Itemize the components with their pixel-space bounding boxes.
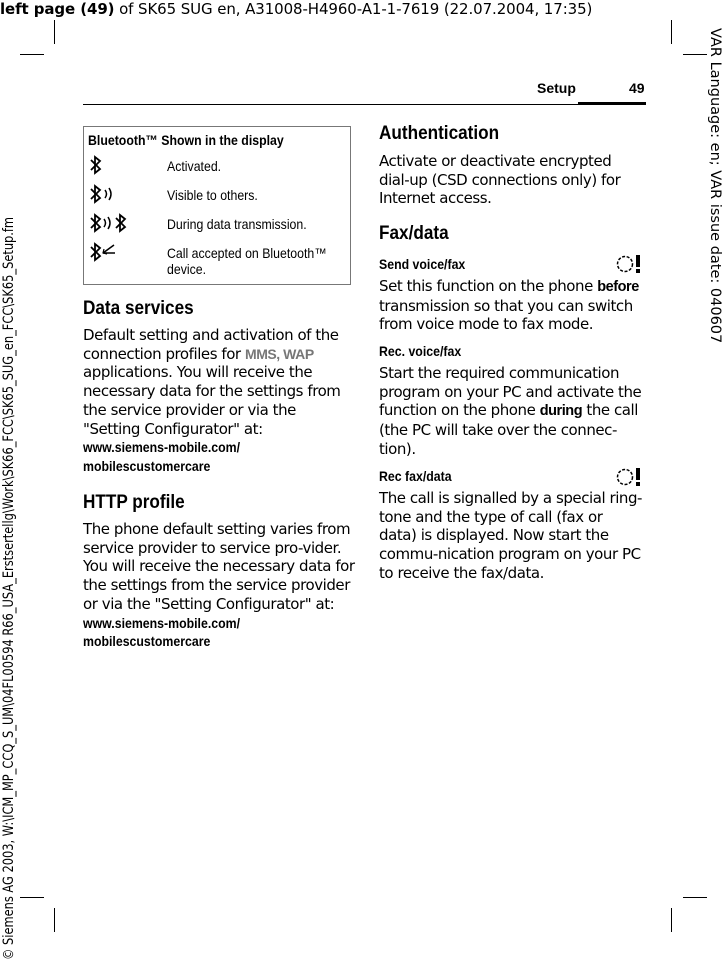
row-text: During data transmission. [167, 216, 307, 232]
send-emph: before [597, 279, 639, 295]
data-services-text-b: applications. You will receive the necessary data for the settings from the service provider or via the "Setting Configurator" at: [83, 363, 341, 438]
subsection-send-voice-fax: Send voice/fax [379, 256, 466, 272]
crop-mark [683, 897, 707, 898]
authentication-text: Activate or deactivate encrypted dial-up (CSD connections only) for Internet access. [379, 152, 621, 208]
left-meta: © Siemens AG 2003, W:\ICM_MP_CCQ_S_UM\04FL00594 R66_USA_Erstsertellg\Work\SK66_FCC\SK65_SUG_en_FCC\SK65_Setup.fm [1, 216, 17, 960]
subsection-rec-fax-data: Rec fax/data [379, 468, 452, 484]
row-text: device. [167, 261, 207, 277]
rec-voice-text-b: the call (the PC will take over the connec-tion). [379, 401, 638, 458]
bluetooth-status-table [83, 126, 351, 285]
data-services-keywords: MMS, WAP [244, 345, 314, 362]
link-siemens-url[interactable]: www.siemens-mobile.com/ [83, 614, 241, 631]
http-profile-body [83, 520, 355, 651]
section-title-authentication: Authentication [379, 122, 500, 144]
provider-dependent-icon [616, 466, 654, 488]
send-text-a: Set this function on the phone [379, 277, 598, 295]
crop-mark [671, 20, 672, 44]
crop-mark [683, 54, 707, 55]
section-title-fax-data: Fax/data [379, 222, 449, 244]
page-header-title: Setup [537, 80, 576, 96]
bluetooth-transfer-icon [88, 213, 132, 237]
row-text: Activated. [167, 158, 222, 174]
data-services-body [83, 326, 355, 476]
header-rule [83, 104, 646, 105]
provider-dependent-icon [616, 253, 654, 275]
crop-mark [20, 54, 44, 55]
bluetooth-icon [88, 155, 104, 179]
rec-voice-fax-text [379, 364, 643, 459]
send-voice-fax-text [379, 277, 643, 334]
send-text-b: transmission so that you can switch from voice mode to fax mode. [379, 296, 633, 334]
section-title-data-services: Data services [83, 297, 194, 319]
page-number: 49 [629, 80, 645, 96]
crop-mark [671, 908, 672, 932]
print-meta-rest: of SK65 SUG en, A31008-H4960-A1-1-7619 (22.07.2004, 17:35) [114, 0, 593, 18]
crop-mark [54, 20, 55, 44]
bluetooth-visible-icon [88, 184, 124, 208]
http-profile-text: The phone default setting varies from service provider to service pro-vider. You will receive the necessary data for the settings from the service provider or via the "Setting Configurator" at: [83, 520, 355, 613]
table-header: Bluetooth™ Shown in the display [88, 132, 284, 148]
right-meta: VAR Language: en; VAR issue date: 040607 [707, 28, 723, 344]
link-customercare[interactable]: mobilescustomercare [83, 633, 211, 650]
row-text: Call accepted on Bluetooth™ [167, 245, 327, 261]
crop-mark [54, 908, 55, 932]
header-rule-thick [578, 102, 646, 105]
print-meta-bold: left page (49) [0, 0, 115, 18]
row-text: Visible to others. [167, 187, 258, 203]
rec-voice-text-a: Start the required communication program on your PC and activate the function on the phone [379, 364, 642, 420]
link-siemens-url[interactable]: www.siemens-mobile.com/ [83, 439, 241, 456]
print-meta-line [0, 0, 592, 18]
link-customercare[interactable]: mobilescustomercare [83, 457, 211, 474]
bluetooth-call-icon [88, 242, 118, 268]
crop-mark [20, 897, 44, 898]
rec-fax-data-text: The call is signalled by a special ring-tone and the type of call (fax or data) is displayed. Now start the commu-nication program on your PC to receive the fax/data. [379, 489, 643, 582]
rec-voice-emph: during [539, 403, 583, 420]
subsection-rec-voice-fax: Rec. voice/fax [379, 343, 462, 359]
data-services-text-a: Default setting and activation of the connection profiles for [83, 326, 339, 363]
section-title-http-profile: HTTP profile [83, 491, 185, 513]
